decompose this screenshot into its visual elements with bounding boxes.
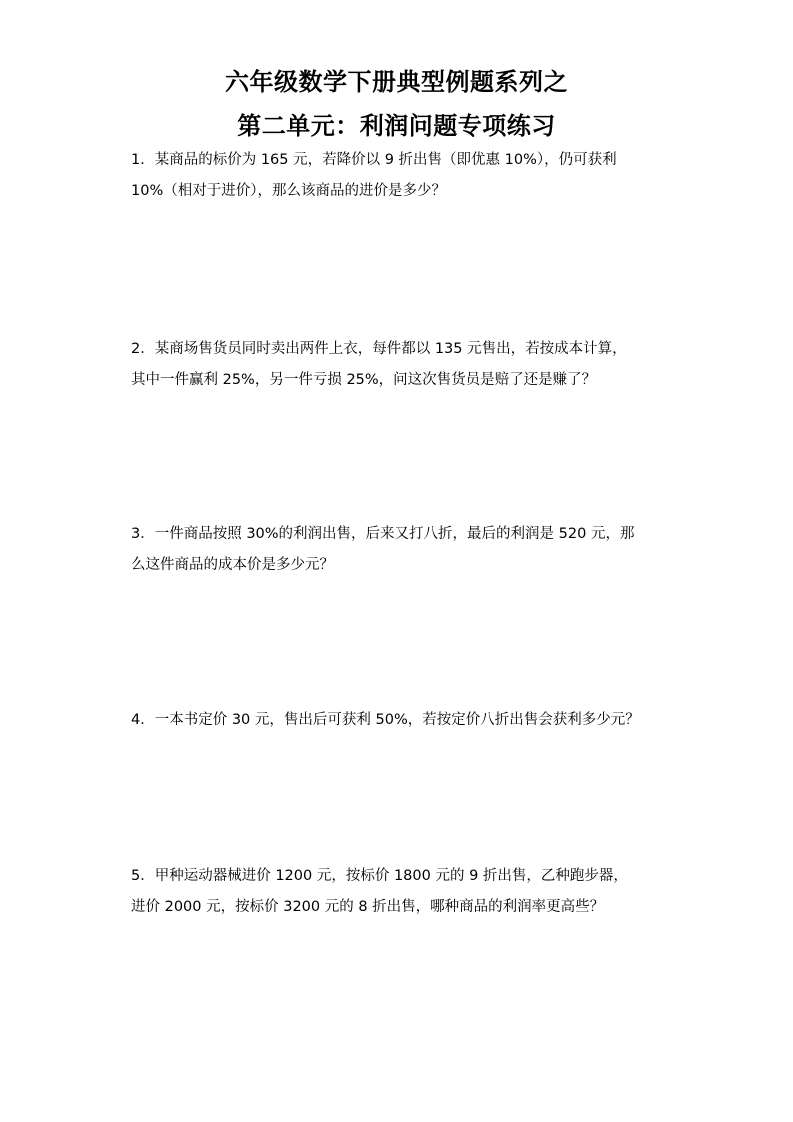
problem-2-line-2: 其中一件赢利 25%，另一件亏损 25%，问这次售货员是赔了还是赚了？ [131, 372, 597, 388]
problem-4-line-1: 4．一本书定价 30 元，售出后可获利 50%，若按定价八折出售会获利多少元？ [131, 712, 640, 728]
problem-1-line-2: 10%（相对于进价），那么该商品的进价是多少？ [131, 183, 446, 199]
problem-4 [131, 705, 666, 736]
page-title-line-1: 六年级数学下册典型例题系列之 [225, 68, 568, 96]
problem-3-line-2: 么这件商品的成本价是多少元？ [131, 557, 334, 573]
problem-3 [131, 519, 666, 581]
problem-1-line-1: 1．某商品的标价为 165 元，若降价以 9 折出售（即优惠 10%），仍可获利 [131, 152, 617, 168]
problem-2-line-1: 2．某商场售货员同时卖出两件上衣，每件都以 135 元售出，若按成本计算， [131, 341, 627, 357]
problem-1 [131, 145, 666, 207]
problem-5-line-1: 5．甲种运动器械进价 1200 元，按标价 1800 元的 9 折出售，乙种跑步器， [131, 868, 628, 884]
problem-2 [131, 334, 666, 396]
page-title-line-2: 第二单元：利润问题专项练习 [237, 112, 556, 140]
problem-5 [131, 861, 666, 923]
problem-3-line-1: 3．一件商品按照 30%的利润出售，后来又打八折，最后的利润是 520 元，那 [131, 526, 635, 542]
problem-5-line-2: 进价 2000 元，按标价 3200 元的 8 折出售，哪种商品的利润率更高些？ [131, 899, 605, 915]
